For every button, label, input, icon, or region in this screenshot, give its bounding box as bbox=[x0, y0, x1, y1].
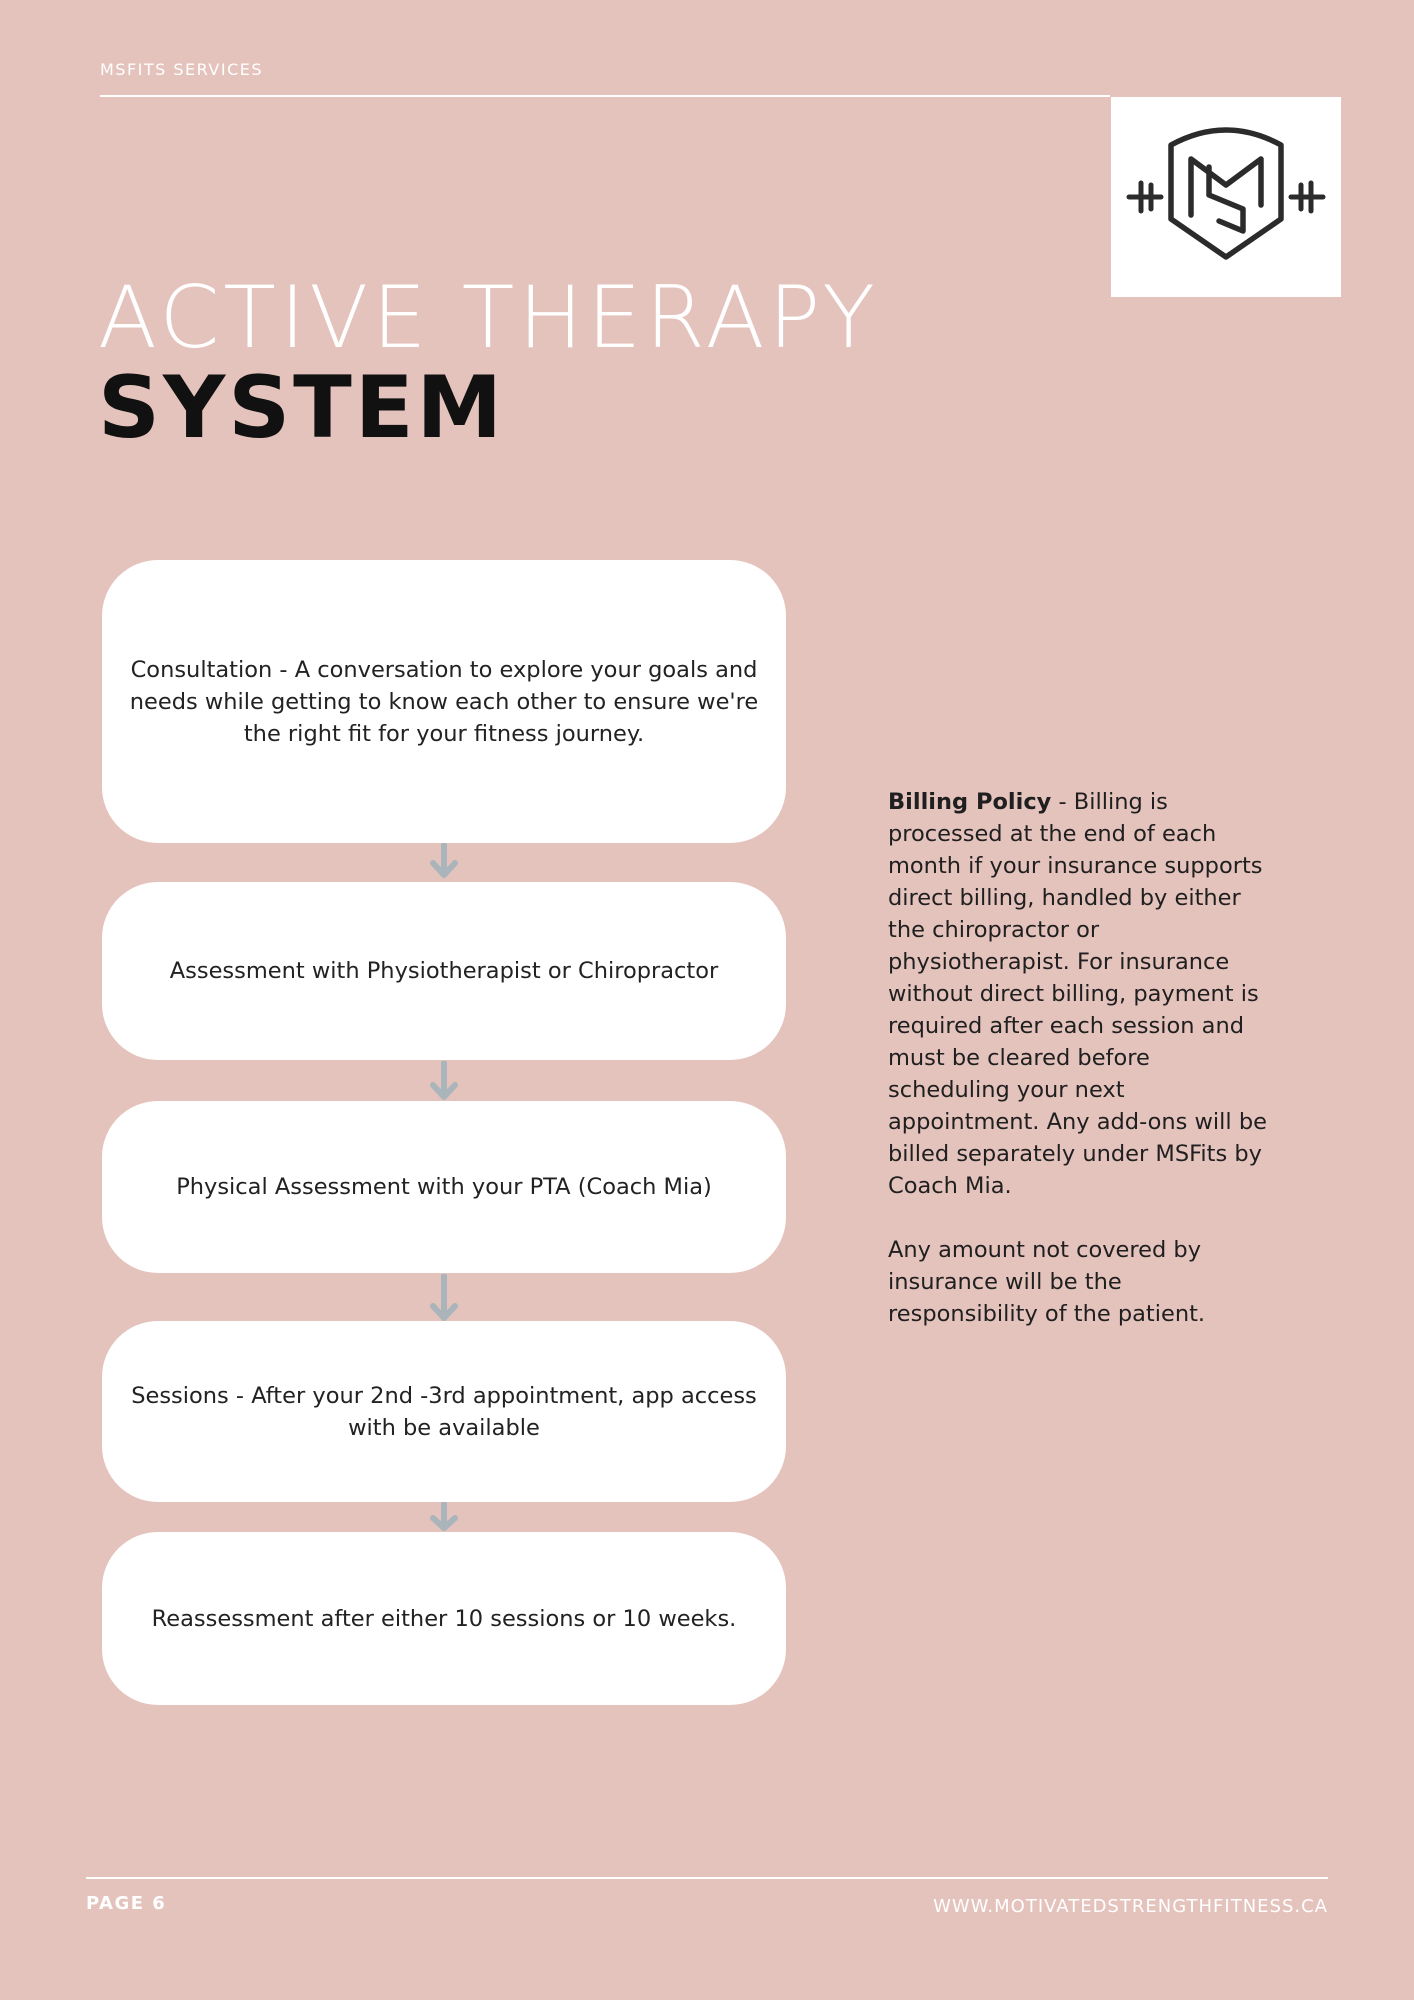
billing-policy bbox=[888, 786, 1268, 1362]
page-title-line1: ACTIVE THERAPY bbox=[98, 268, 879, 368]
page-title-line2: SYSTEM bbox=[98, 358, 506, 458]
step-physical-assessment: Physical Assessment with your PTA (Coach Mia) bbox=[102, 1101, 786, 1273]
billing-heading: Billing Policy bbox=[888, 789, 1052, 815]
down-arrow-icon bbox=[430, 1502, 458, 1532]
page-number: PAGE 6 bbox=[86, 1893, 167, 1914]
footer-divider bbox=[86, 1877, 1328, 1879]
step-assessment: Assessment with Physiotherapist or Chiropractor bbox=[102, 882, 786, 1060]
step-consultation: Consultation - A conversation to explore your goals and needs while getting to know each other to ensure we're the right fit for your fitness journey. bbox=[102, 560, 786, 843]
down-arrow-icon bbox=[430, 1274, 458, 1322]
website-link[interactable]: WWW.MOTIVATEDSTRENGTHFITNESS.CA bbox=[933, 1896, 1328, 1917]
billing-body: - Billing is processed at the end of each month if your insurance supports direct billing, handled by either the chiropractor or physiotherapist. For insurance without direct billing, payment is required after each session and must be cleared before scheduling your next appointment. Any add-ons will be billed separately under MSFits by Coach Mia. bbox=[888, 789, 1267, 1199]
brand-logo bbox=[1111, 97, 1341, 297]
down-arrow-icon bbox=[430, 1061, 458, 1101]
down-arrow-icon bbox=[430, 843, 458, 879]
step-reassessment: Reassessment after either 10 sessions or 10 weeks. bbox=[102, 1532, 786, 1705]
header-label: MSFITS SERVICES bbox=[100, 60, 264, 79]
step-sessions: Sessions - After your 2nd -3rd appointment, app access with be available bbox=[102, 1321, 786, 1502]
billing-note: Any amount not covered by insurance will be the responsibility of the patient. bbox=[888, 1237, 1206, 1327]
ms-shield-logo-icon bbox=[1111, 97, 1341, 297]
billing-paragraph bbox=[888, 786, 1268, 1202]
header-divider bbox=[100, 95, 1110, 97]
